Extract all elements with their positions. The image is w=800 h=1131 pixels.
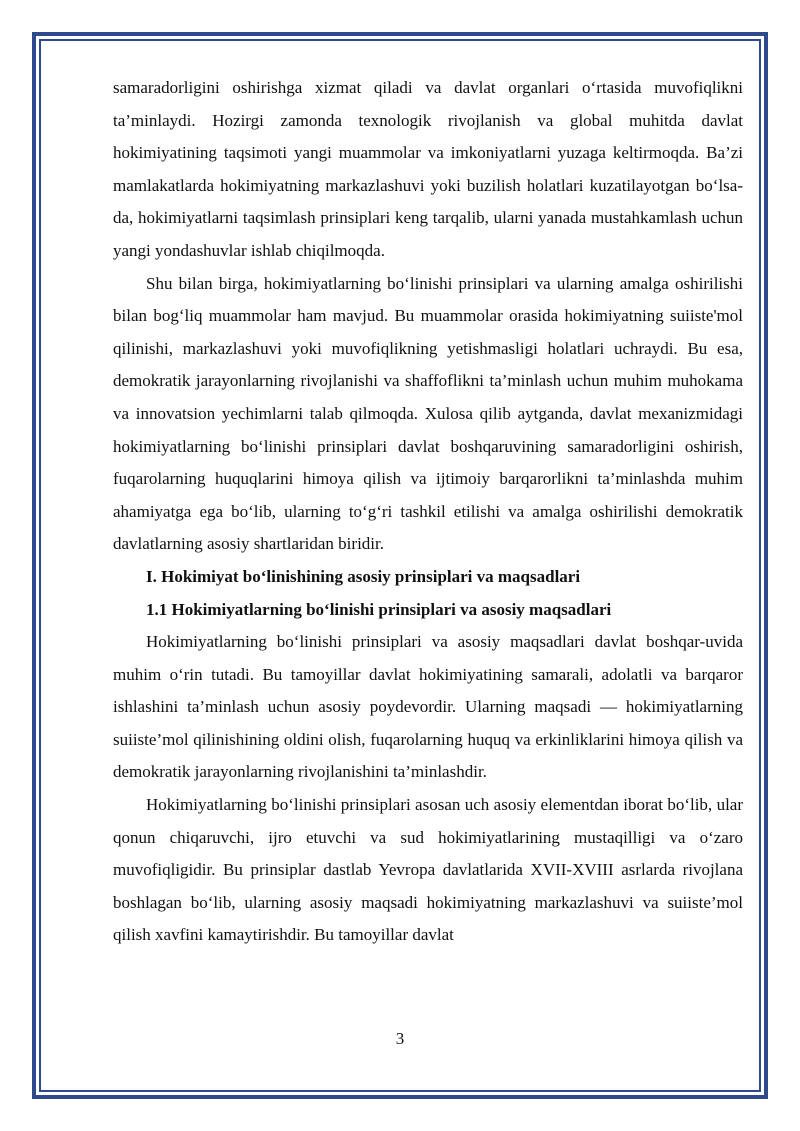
section-heading: I. Hokimiyat bo‘linishining asosiy prinsiplari va maqsadlari	[146, 566, 581, 586]
paragraph: Shu bilan birga, hokimiyatlarning bo‘linishi prinsiplari va ularning amalga oshirilishi bilan bog‘liq muammolar ham mavjud. Bu muammolar orasida hokimiyatning suiiste'mol qilinishi, markazlashuvi yoki muvofiqlikning yetishmasligi holatlari uchraydi. Bu esa, demokratik jarayonlarning rivojlanishi va shaffoflikni ta’minlash uchun muhim muhokama va innovatsion yechimlarni talab qilmoqda. Xulosa qilib aytganda, davlat mexanizmidagi hokimiyatlarning bo‘linishi prinsiplari davlat boshqaruvining samaradorligini oshirish, fuqarolarning huquqlarini himoya qilish va ijtimoiy barqarorlikni ta’minlashda muhim ahamiyatga ega bo‘lib, ularning to‘g‘ri tashkil etilishi va amalga oshirilishi demokratik davlatlarning asosiy shartlaridan biridir.	[113, 273, 743, 554]
paragraph: Hokimiyatlarning bo‘linishi prinsiplari asosan uch asosiy elementdan iborat bo‘lib, ular qonun chiqaruvchi, ijro etuvchi va sud hokimiyatlarining mustaqilligi va o‘zaro muvofiqligidir. Bu prinsiplar dastlab Yevropa davlatlarida XVII-XVIII asrlarda rivojlana boshlagan bo‘lib, ularning asosiy maqsadi hokimiyatning markazlashuvi va suiiste’mol qilish xavfini kamaytirishdir. Bu tamoyillar davlat	[113, 795, 743, 945]
paragraph-continuation: samaradorligini oshirishga xizmat qiladi va davlat organlari o‘rtasida muvofiqlikni ta’minlaydi. Hozirgi zamonda texnologik rivojlanish va global muhitda davlat hokimiyatining taqsimoti yangi muammolar va imkoniyatlarni yuzaga keltirmoqda. Ba’zi mamlakatlarda hokimiyatning markazlashuvi yoki buzilish holatlari kuzatilayotgan bo‘lsa-da, hokimiyatlarni taqsimlash prinsiplari keng tarqalib, ularni yanada mustahkamlash uchun yangi yondashuvlar ishlab chiqilmoqda.	[113, 78, 743, 260]
document-body	[113, 72, 743, 952]
paragraph: Hokimiyatlarning bo‘linishi prinsiplari va asosiy maqsadlari davlat boshqar-uvida muhim o‘rin tutadi. Bu tamoyillar davlat hokimiyatining samarali, adolatli va barqaror ishlashini ta’minlash uchun asosiy poydevordir. Ularning maqsadi — hokimiyatlarning suiiste’mol qilinishining oldini olish, fuqarolarning huquq va erkinliklarini himoya qilish va demokratik jarayonlarning rivojlanishini ta’minlashdir.	[113, 632, 743, 782]
subsection-heading: 1.1 Hokimiyatlarning bo‘linishi prinsiplari va asosiy maqsadlari	[146, 599, 612, 619]
page-number: 3	[395, 1029, 405, 1048]
